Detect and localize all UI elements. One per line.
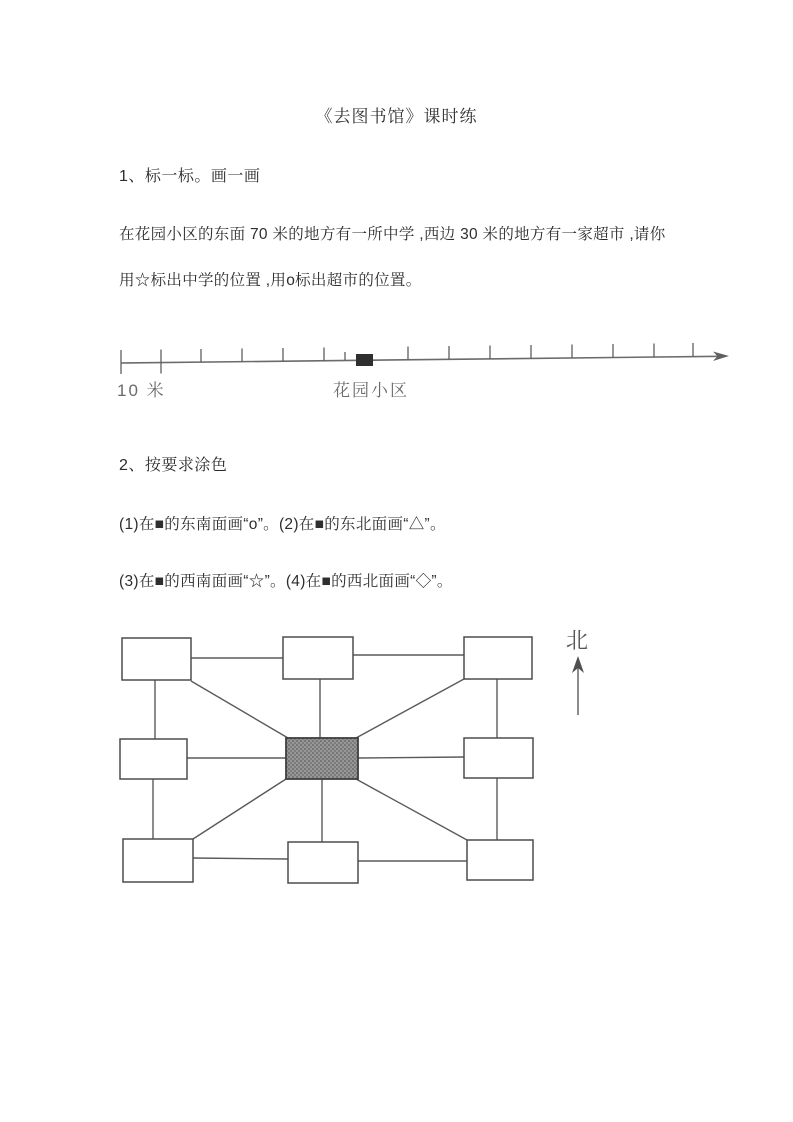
center-shaded-box [286, 738, 358, 779]
section1-paragraph-line2: 用☆标出中学的位置 ,用o标出超市的位置。 [119, 272, 422, 289]
number-line-site-label: 花园小区 [333, 381, 409, 400]
number-line-axis [121, 356, 721, 363]
number-line-unit-label: 10 米 [117, 381, 166, 400]
section1-paragraph-line1: 在花园小区的东面 70 米的地方有一所中学 ,西边 30 米的地方有一家超市 ,请你 [119, 226, 666, 243]
box-north [283, 637, 353, 679]
box-west [120, 739, 187, 779]
box-northeast [464, 637, 532, 679]
box-southwest [123, 839, 193, 882]
box-northwest [122, 638, 191, 680]
section2-items-line2: (3)在■的西南面画“☆”。(4)在■的西北面画“◇”。 [119, 573, 453, 590]
section2-heading: 2、按要求涂色 [119, 457, 228, 474]
compass-north-label: 北 [566, 628, 589, 653]
box-east [464, 738, 533, 778]
box-south [288, 842, 358, 883]
spoke-northeast [356, 679, 464, 738]
spoke-southeast [356, 779, 467, 840]
box-southeast [467, 840, 533, 880]
community-marker-square [356, 354, 373, 366]
spoke-southwest [193, 779, 286, 839]
number-line-figure [100, 328, 750, 383]
connector-bottomleft-bottommid [193, 858, 288, 859]
spoke-northwest [191, 681, 288, 738]
section1-heading: 1、标一标。画一画 [119, 168, 261, 185]
direction-diagram [100, 620, 620, 900]
section2-items-line1: (1)在■的东南面画“o”。(2)在■的东北面画“△”。 [119, 516, 446, 533]
page-title: 《去图书馆》课时练 [315, 107, 478, 126]
spoke-east [358, 757, 464, 758]
